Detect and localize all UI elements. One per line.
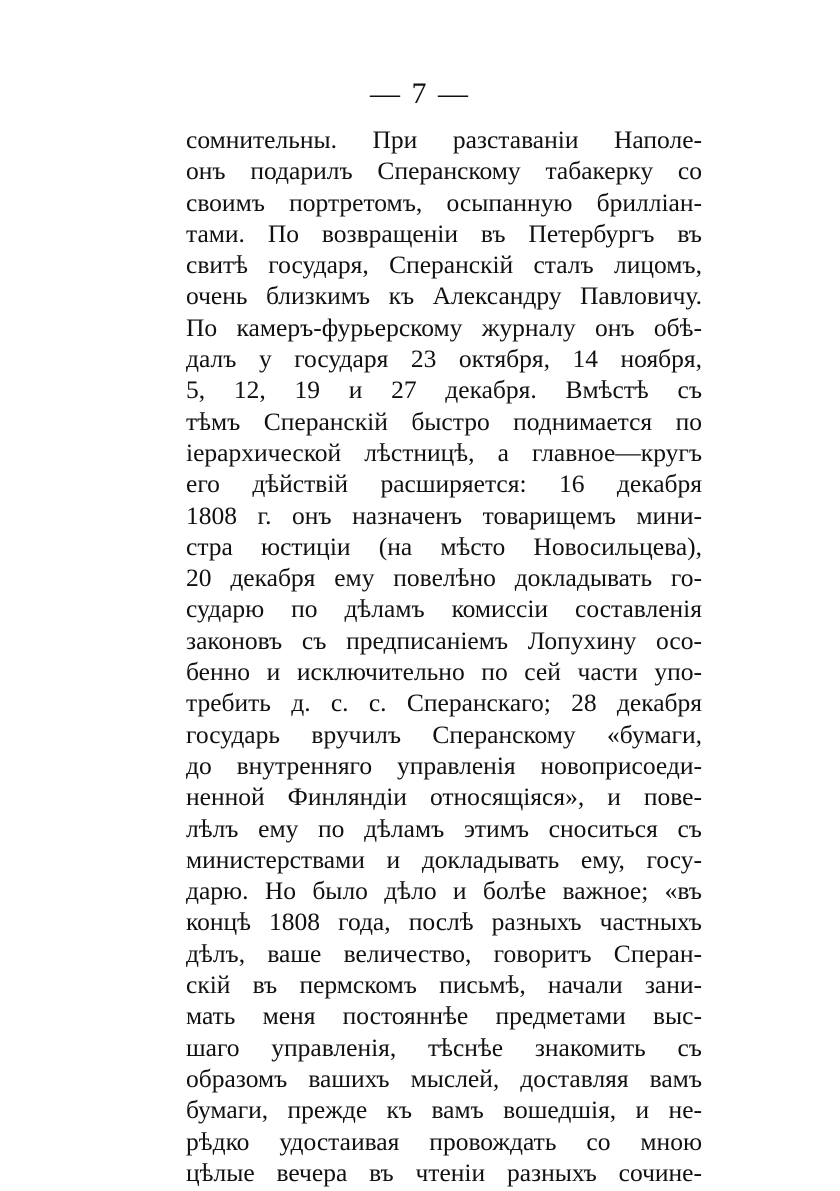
text-line: іерархической лѣстницѣ, а главное—кругъ (186, 437, 702, 467)
text-line: до внутренняго управленія новоприсоеди- (186, 750, 702, 780)
text-line: шаго управленія, тѣснѣе знакомить съ (186, 1032, 702, 1062)
text-line: законовъ съ предписаніемъ Лопухину осо- (186, 625, 702, 655)
text-line: скій въ пермскомъ письмѣ, начали зани- (186, 970, 702, 1000)
text-line: требить д. с. с. Сперанскаго; 28 декабря (186, 688, 702, 718)
text-line: тѣмъ Сперанскій быстро поднимается по (186, 406, 702, 436)
text-line: очень близкимъ къ Александру Павловичу. (186, 281, 702, 311)
text-line: дѣлъ, ваше величество, говоритъ Сперан- (186, 938, 702, 968)
text-line: сударю по дѣламъ комиссіи составленія (186, 594, 702, 624)
text-line: государь вручилъ Сперанскому «бумаги, (186, 719, 702, 749)
text-line: стра юстиціи (на мѣсто Новосильцева), (186, 531, 702, 561)
text-line: 5, 12, 19 и 27 декабря. Вмѣстѣ съ (186, 375, 702, 405)
text-line: ненной Финляндіи относящіяся», и пове- (186, 782, 702, 812)
text-line: далъ у государя 23 октября, 14 ноября, (186, 344, 702, 374)
text-line: сомнительны. При разставанiи Наполе- (186, 125, 702, 154)
text-line: цѣлые вечера въ чтеніи разныхъ сочине- (186, 1157, 702, 1187)
text-line: концѣ 1808 года, послѣ разныхъ частныхъ (186, 907, 702, 937)
page-number: — 7 — (370, 77, 470, 110)
text-line: мать меня постояннѣе предметами выс- (186, 1001, 702, 1031)
text-line: бумаги, прежде къ вамъ вошедшія, и не- (186, 1095, 702, 1125)
text-line: 20 декабря ему повелѣно докладывать го- (186, 563, 702, 593)
text-line: тами. По возвращеніи въ Петербургъ въ (186, 218, 702, 248)
text-line: По камеръ-фурьерскому журналу онъ обѣ- (186, 312, 702, 342)
text-line: свитѣ государя, Сперанскій сталъ лицомъ, (186, 250, 702, 280)
text-line: образомъ вашихъ мыслей, доставляя вамъ (186, 1063, 702, 1093)
text-line: его дѣйствій расширяется: 16 декабря (186, 469, 702, 499)
text-line: своимъ портретомъ, осыпанную брилліан- (186, 187, 702, 217)
text-line: министерствами и докладывать ему, госу- (186, 844, 702, 874)
text-line: онъ подарилъ Сперанскому табакерку со (186, 156, 702, 186)
text-line: дарю. Но было дѣло и болѣе важное; «въ (186, 876, 702, 906)
body-text (186, 124, 702, 1188)
text-line: бенно и исключительно по сей части упо- (186, 657, 702, 687)
text-line: рѣдко удостаивая провождать со мною (186, 1126, 702, 1156)
text-line: 1808 г. онъ назначенъ товарищемъ мини- (186, 500, 702, 530)
text-line: лѣлъ ему по дѣламъ этимъ сноситься съ (186, 813, 702, 843)
